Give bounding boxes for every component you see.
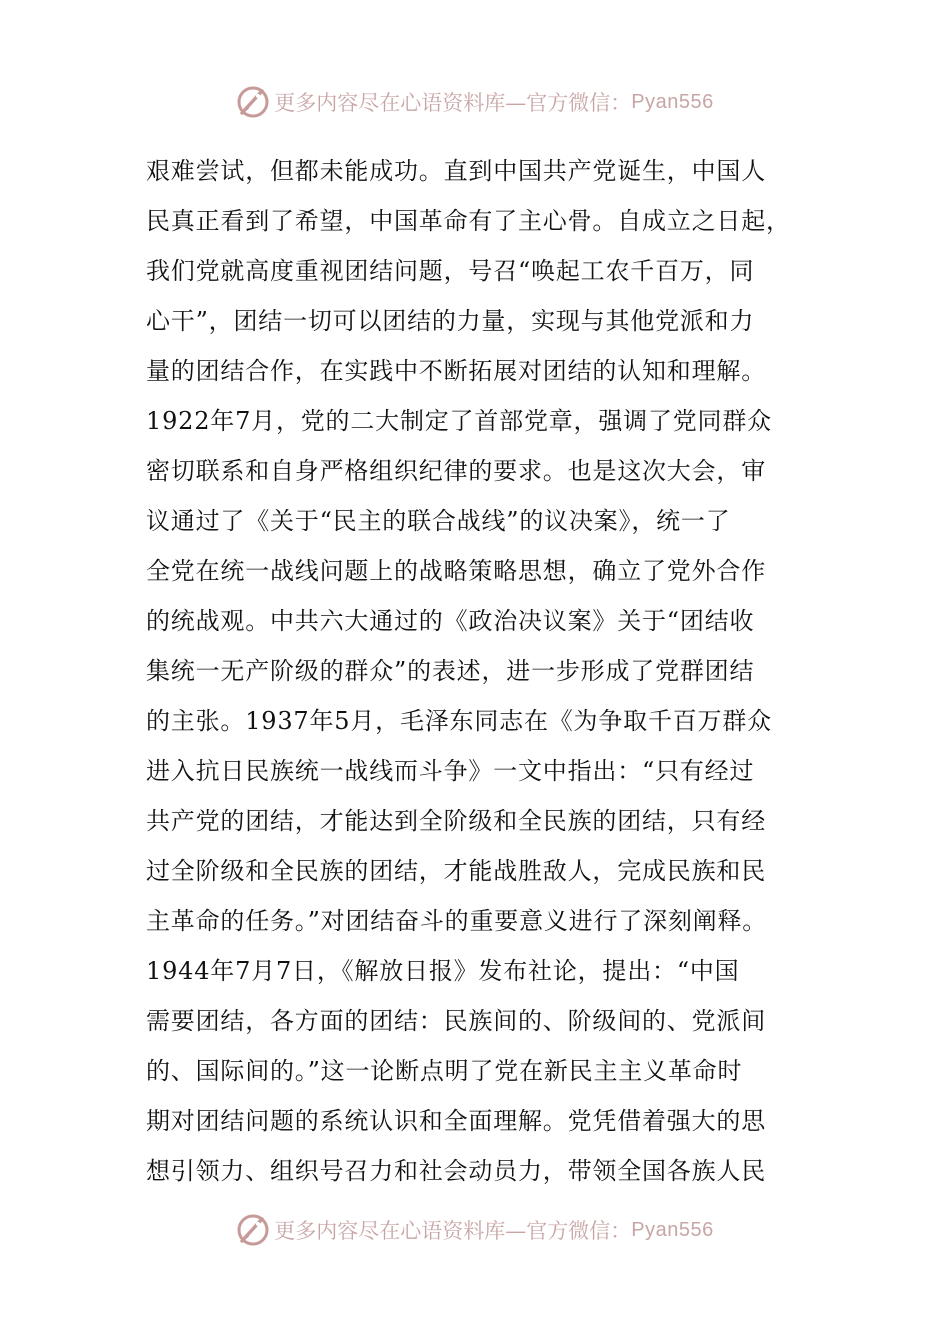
pen-logo-icon bbox=[236, 1213, 270, 1247]
body-line: 想引领力、组织号召力和社会动员力，带领全国各族人民 bbox=[146, 1157, 766, 1185]
body-line: 集统一无产阶级的群众”的表述，进一步形成了党群团结 bbox=[146, 657, 755, 685]
body-line: 全党在统一战线问题上的战略策略思想，确立了党外合作 bbox=[146, 557, 766, 585]
body-line: 需要团结，各方面的团结：民族间的、阶级间的、党派间 bbox=[146, 1007, 766, 1035]
document-body bbox=[146, 146, 806, 1196]
footer-wechat-id: Pyan556 bbox=[631, 1218, 714, 1241]
body-line: 我们党就高度重视团结问题，号召“唤起工农千百万，同 bbox=[146, 257, 755, 285]
body-line: 量的团结合作，在实践中不断拓展对团结的认知和理解。 bbox=[146, 357, 766, 385]
body-line: 1944年7月7日，《解放日报》发布社论，提出：“中国 bbox=[146, 957, 740, 985]
header-wechat-id: Pyan556 bbox=[631, 90, 714, 113]
body-line: 过全阶级和全民族的团结，才能战胜敌人，完成民族和民 bbox=[146, 857, 766, 885]
footer-text: 更多内容尽在心语资料库—官方微信： bbox=[274, 1219, 632, 1243]
body-line: 艰难尝试，但都未能成功。直到中国共产党诞生，中国人 bbox=[146, 157, 766, 185]
body-line: 主革命的任务。”对团结奋斗的重要意义进行了深刻阐释。 bbox=[146, 907, 768, 935]
pen-logo-icon bbox=[236, 85, 270, 119]
body-line: 的、国际间的。”这一论断点明了党在新民主主义革命时 bbox=[146, 1057, 743, 1085]
body-line: 进入抗日民族统一战线而斗争》一文中指出：“只有经过 bbox=[146, 757, 755, 785]
body-line: 心干”，团结一切可以团结的力量，实现与其他党派和力 bbox=[146, 307, 755, 335]
header-banner bbox=[0, 80, 950, 124]
header-text: 更多内容尽在心语资料库—官方微信： bbox=[274, 91, 632, 115]
body-line: 民真正看到了希望，中国革命有了主心骨。自成立之日起， bbox=[146, 207, 791, 235]
body-line: 共产党的团结，才能达到全阶级和全民族的团结，只有经 bbox=[146, 807, 766, 835]
body-line: 期对团结问题的系统认识和全面理解。党凭借着强大的思 bbox=[146, 1107, 766, 1135]
body-line: 的统战观。中共六大通过的《政治决议案》关于“团结收 bbox=[146, 607, 755, 635]
body-line: 议通过了《关于“民主的联合战线”的议决案》，统一了 bbox=[146, 507, 731, 535]
body-line: 的主张。1937年5月，毛泽东同志在《为争取千百万群众 bbox=[146, 707, 772, 735]
body-line: 1922年7月，党的二大制定了首部党章，强调了党同群众 bbox=[146, 407, 772, 435]
body-line: 密切联系和自身严格组织纪律的要求。也是这次大会，审 bbox=[146, 457, 766, 485]
footer-banner bbox=[0, 1208, 950, 1252]
